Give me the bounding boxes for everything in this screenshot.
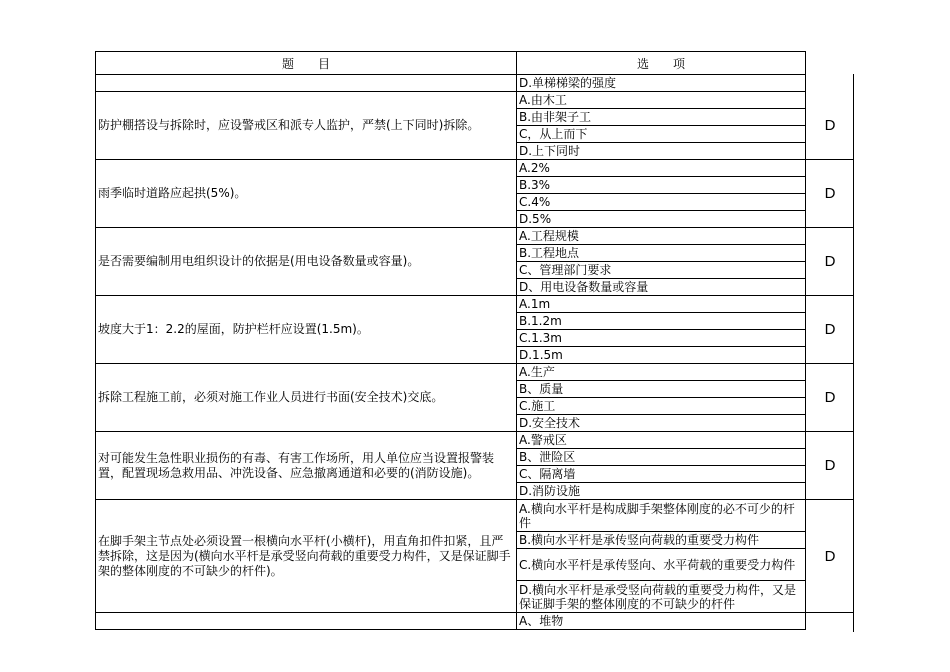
options-column-header: 选 项 — [517, 52, 806, 75]
option-cell: A.生产 — [517, 364, 806, 381]
leading-option: D.单梯梯梁的强度 — [517, 75, 806, 92]
option-cell: D、用电设备数量或容量 — [517, 279, 806, 296]
question-text: 在脚手架主节点处必须设置一根横向水平杆(小横杆)，用直角扣件扣紧，且严禁拆除，这是因为(横向水平杆是承受竖向荷载的重要受力构件，又是保证脚手架的整体刚度的不可缺少的杆件)。 — [96, 500, 517, 613]
option-row — [96, 92, 806, 109]
answer-letter: D — [824, 547, 836, 565]
answer-letter: D — [824, 456, 836, 474]
option-cell: C.4% — [517, 194, 806, 211]
option-cell: D.5% — [517, 211, 806, 228]
question-text: 坡度大于1：2.2的屋面，防护栏杆应设置(1.5m)。 — [96, 296, 517, 364]
header-row — [96, 52, 806, 75]
option-cell: C，从上而下 — [517, 126, 806, 143]
option-cell: D.横向水平杆是承受竖向荷载的重要受力构件，又是保证脚手架的整体刚度的不可缺少的杆件 — [517, 581, 806, 613]
option-cell: A.工程规模 — [517, 228, 806, 245]
option-row — [96, 296, 806, 313]
trailing-question-cell — [96, 613, 517, 630]
leading-row — [96, 75, 806, 92]
option-row — [96, 500, 806, 532]
question-text: 拆除工程施工前，必须对施工作业人员进行书面(安全技术)交底。 — [96, 364, 517, 432]
option-cell: B、泄险区 — [517, 449, 806, 466]
option-cell: C.横向水平杆是承传竖向、水平荷载的重要受力构件 — [517, 549, 806, 581]
option-row — [96, 432, 806, 449]
option-cell: A.横向水平杆是构成脚手架整体刚度的必不可少的杆件 — [517, 500, 806, 532]
question-column-header: 题 目 — [96, 52, 517, 75]
option-cell: C.施工 — [517, 398, 806, 415]
option-row — [96, 160, 806, 177]
question-text: 雨季临时道路应起拱(5%)。 — [96, 160, 517, 228]
answer-divider — [806, 612, 854, 613]
option-cell: A.1m — [517, 296, 806, 313]
option-cell: A.2% — [517, 160, 806, 177]
option-cell: B.由非架子工 — [517, 109, 806, 126]
answer-letter: D — [824, 116, 836, 134]
option-cell: D.上下同时 — [517, 143, 806, 160]
option-cell: C、管理部门要求 — [517, 262, 806, 279]
option-cell: C、隔离墙 — [517, 466, 806, 483]
option-cell: D.1.5m — [517, 347, 806, 364]
question-rows — [96, 92, 806, 613]
question-text: 是否需要编制用电组织设计的依据是(用电设备数量或容量)。 — [96, 228, 517, 296]
option-cell: D.安全技术 — [517, 415, 806, 432]
option-cell: B、质量 — [517, 381, 806, 398]
option-cell: A.警戒区 — [517, 432, 806, 449]
answer-letter: D — [824, 388, 836, 406]
option-cell: B.横向水平杆是承传竖向荷载的重要受力构件 — [517, 532, 806, 549]
option-cell: D.消防设施 — [517, 483, 806, 500]
option-cell: C.1.3m — [517, 330, 806, 347]
question-text: 防护棚搭设与拆除时，应设警戒区和派专人监护，严禁(上下同时)拆除。 — [96, 92, 517, 160]
question-text: 对可能发生急性职业损伤的有毒、有害工作场所，用人单位应当设置报警装置，配置现场急救用品、冲洗设备、应急撤离通道和必要的(消防设施)。 — [96, 432, 517, 500]
answer-letter: D — [824, 320, 836, 338]
trailing-row — [96, 613, 806, 630]
answer-letter: D — [824, 252, 836, 270]
option-cell: B.1.2m — [517, 313, 806, 330]
option-row — [96, 228, 806, 245]
trailing-option: A、堆物 — [517, 613, 806, 630]
option-cell: B.工程地点 — [517, 245, 806, 262]
question-table — [95, 51, 806, 630]
option-cell: B.3% — [517, 177, 806, 194]
option-cell: A.由木工 — [517, 92, 806, 109]
leading-question-cell — [96, 75, 517, 92]
answer-letter: D — [824, 184, 836, 202]
option-row — [96, 364, 806, 381]
